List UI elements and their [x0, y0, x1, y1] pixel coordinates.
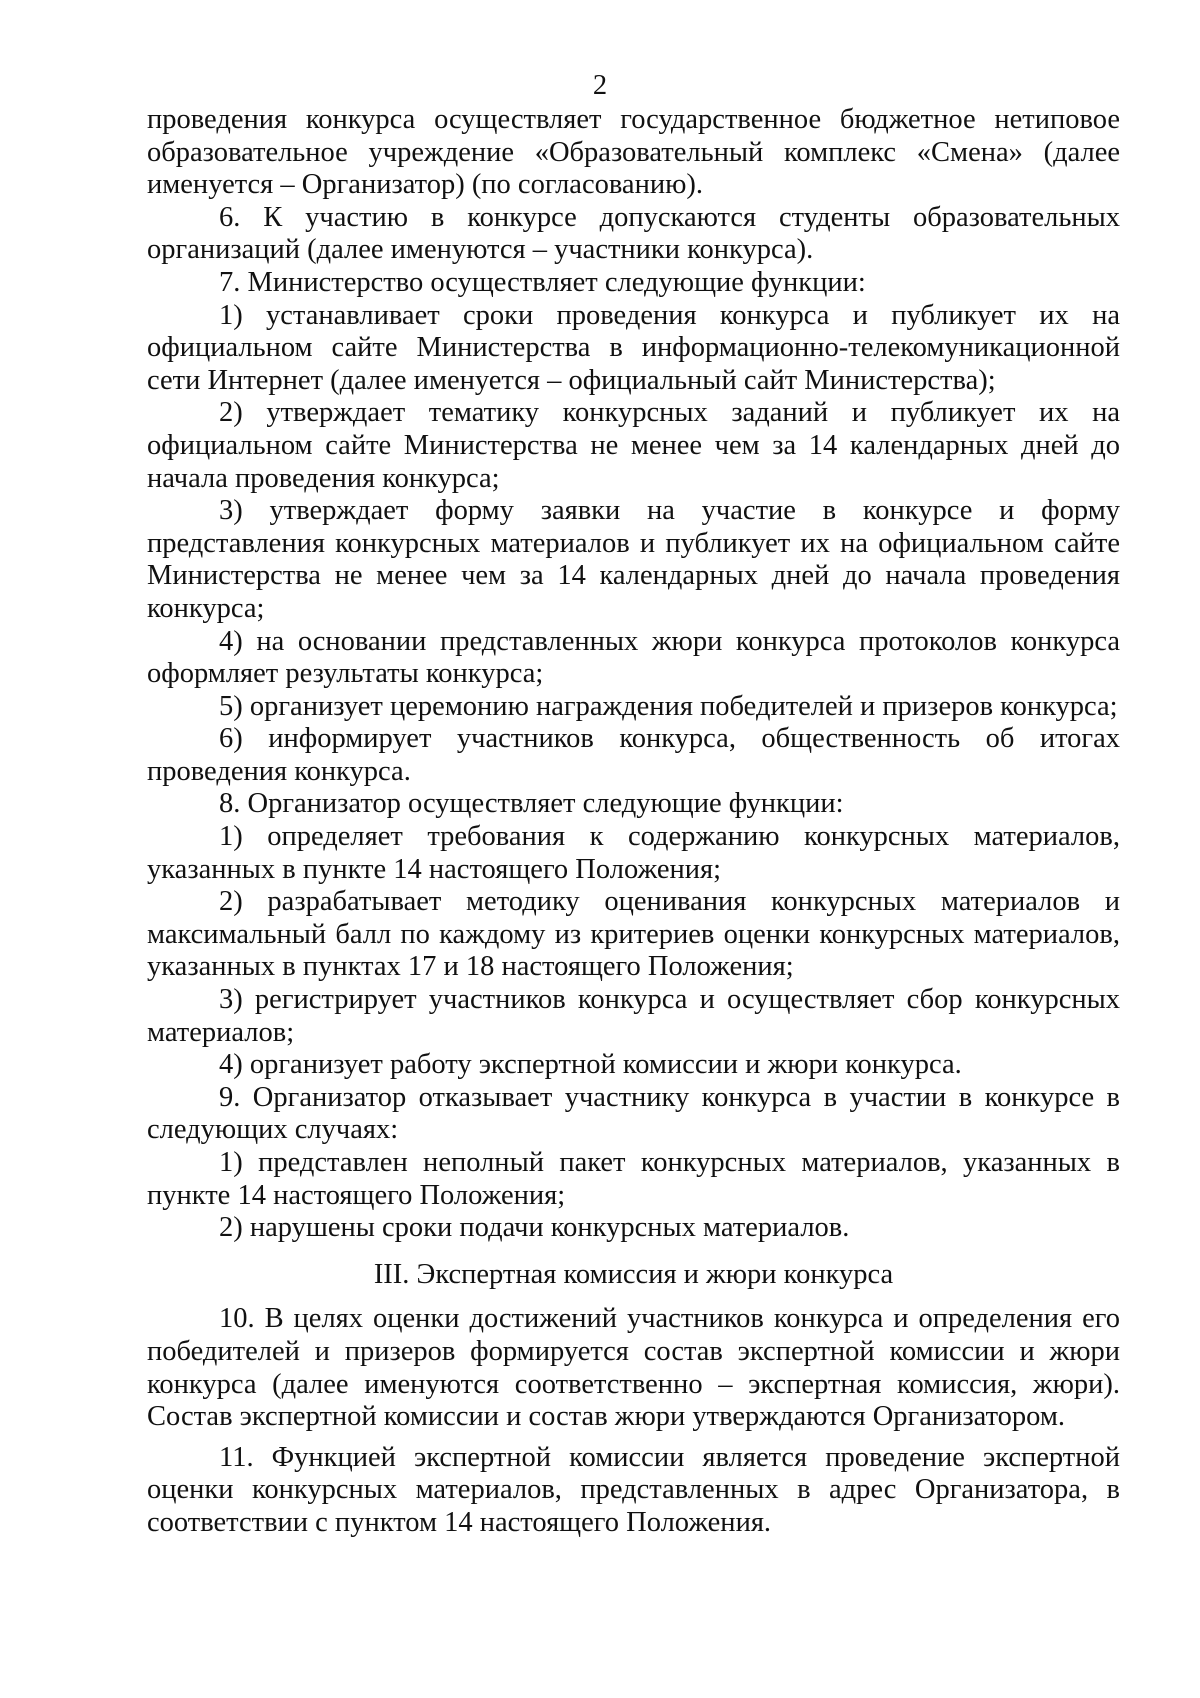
paragraph-item-6: 6. К участию в конкурсе допускаются студенты образовательных организаций (далее именуются – участники конкурса). [147, 201, 1120, 266]
paragraph-item-7: 7. Министерство осуществляет следующие функции: [219, 266, 866, 298]
paragraph-item-7-3: 3) утверждает форму заявки на участие в конкурсе и форму представления конкурсных материалов и публикует их на официальном сайте Министерства не менее чем за 14 календарных дней до начала проведения конкурса; [147, 495, 1120, 624]
paragraph-item-8: 8. Организатор осуществляет следующие функции: [219, 788, 844, 820]
paragraph-item-9-2: 2) нарушены сроки подачи конкурсных материалов. [219, 1212, 850, 1244]
paragraph-item-7-1: 1) устанавливает сроки проведения конкурса и публикует их на официальном сайте Министерства в информационно-телекомуникационной сети Интернет (далее именуется – официальный сайт Министерства); [147, 299, 1120, 396]
paragraph-item-8-1: 1) определяет требования к содержанию конкурсных материалов, указанных в пункте 14 настоящего Положения; [147, 821, 1120, 885]
document-body [147, 104, 1120, 1540]
paragraph-continuation: проведения конкурса осуществляет государственное бюджетное нетиповое образовательное учреждение «Образовательный комплекс «Смена» (далее именуется – Организатор) (по согласованию). [147, 104, 1120, 201]
paragraph-item-9-1: 1) представлен неполный пакет конкурсных материалов, указанных в пункте 14 настоящего Положения; [147, 1147, 1120, 1211]
paragraph-item-7-6: 6) информирует участников конкурса, общественность об итогах проведения конкурса. [147, 723, 1120, 787]
paragraph-item-8-2: 2) разрабатывает методику оценивания конкурсных материалов и максимальный балл по каждому из критериев оценки конкурсных материалов, указанных в пунктах 17 и 18 настоящего Положения; [147, 886, 1120, 983]
paragraph-item-8-3: 3) регистрирует участников конкурса и осуществляет сбор конкурсных материалов; [147, 984, 1120, 1048]
paragraph-item-9: 9. Организатор отказывает участнику конкурса в участии в конкурсе в следующих случаях: [147, 1081, 1120, 1146]
section-heading: III. Экспертная комиссия и жюри конкурса [373, 1258, 894, 1290]
page-number: 2 [592, 70, 608, 101]
paragraph-item-7-4: 4) на основании представленных жюри конкурса протоколов конкурса оформляет результаты конкурса; [147, 625, 1120, 690]
paragraph-item-7-2: 2) утверждает тематику конкурсных заданий и публикует их на официальном сайте Министерства не менее чем за 14 календарных дней до начала проведения конкурса; [147, 397, 1120, 494]
paragraph-item-10: 10. В целях оценки достижений участников конкурса и определения его победителей и призеров формируется состав экспертной комиссии и жюри конкурса (далее именуются соответственно – экспертная комиссия, жюри). Состав экспертной комиссии и состав жюри утверждаются Организатором. [147, 1303, 1120, 1433]
paragraph-item-7-5: 5) организует церемонию награждения победителей и призеров конкурса; [219, 690, 1118, 722]
paragraph-item-11: 11. Функцией экспертной комиссии является проведение экспертной оценки конкурсных материалов, представленных в адрес Организатора, в соответствии с пунктом 14 настоящего Положения. [147, 1441, 1120, 1538]
paragraph-item-8-4: 4) организует работу экспертной комиссии и жюри конкурса. [219, 1049, 962, 1081]
